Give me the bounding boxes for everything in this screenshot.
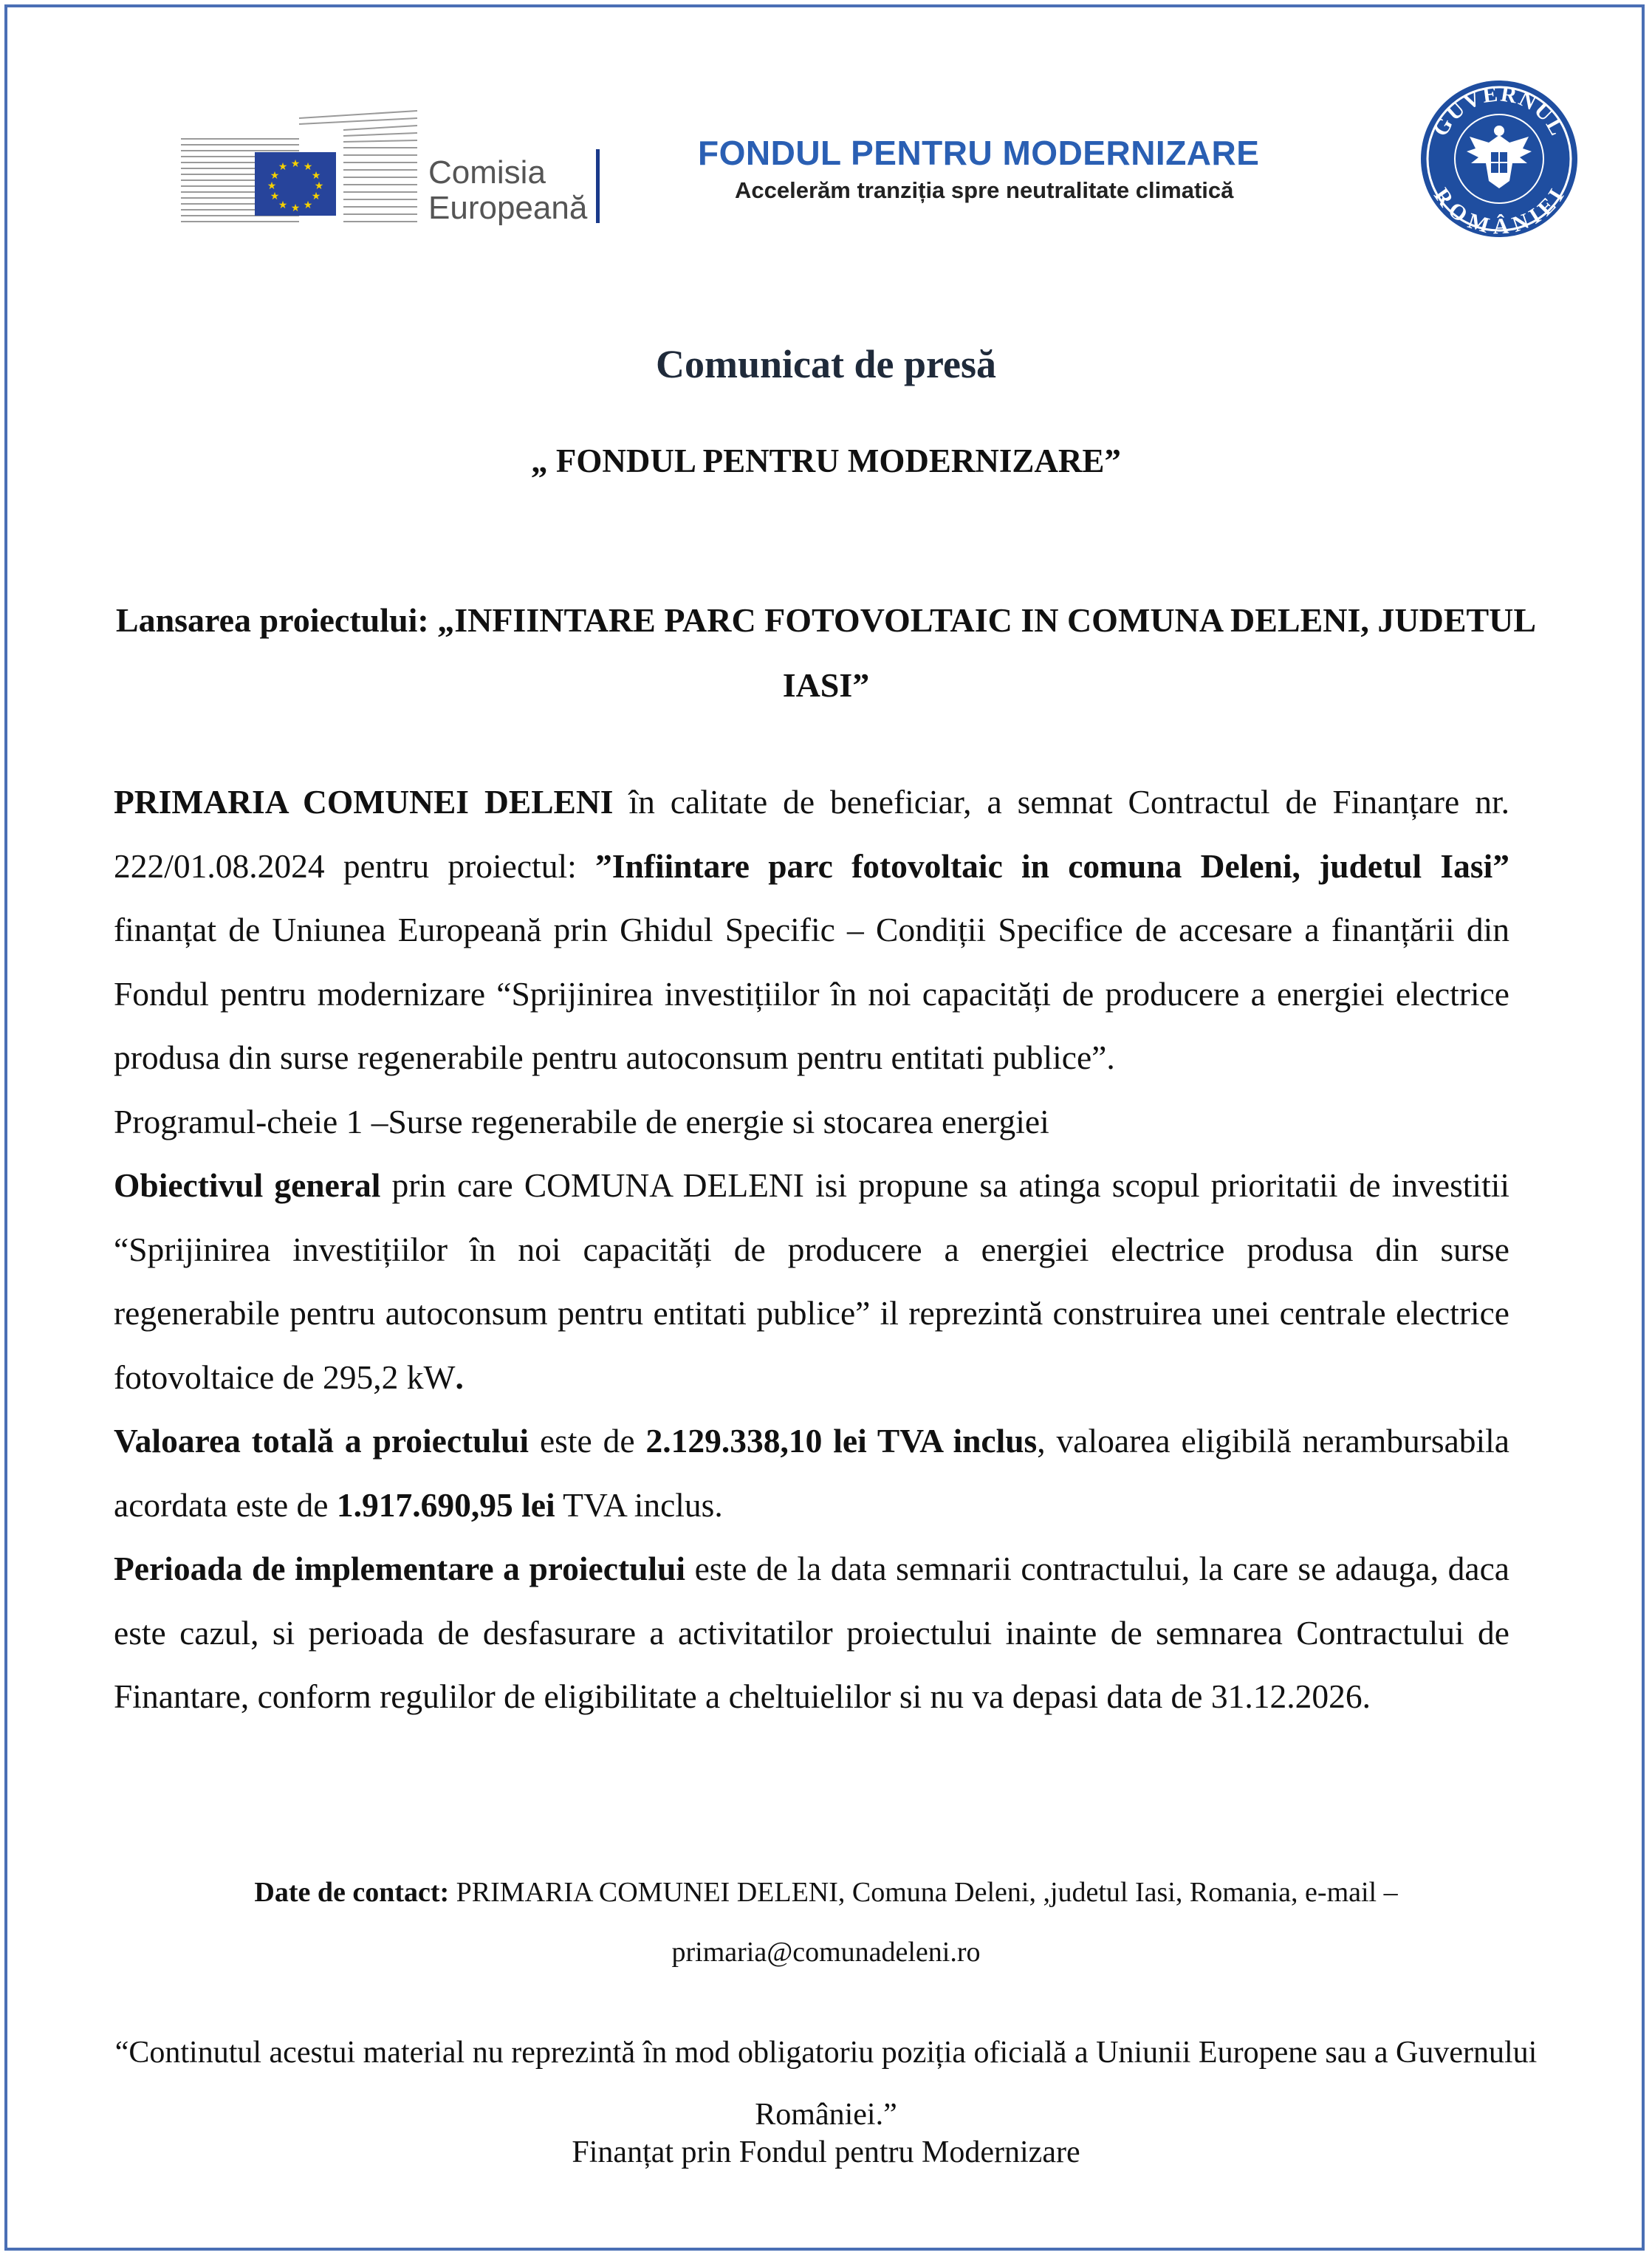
fpm-logo-subtitle: Accelerăm tranziția spre neutralitate climatică (735, 177, 1234, 203)
ec-logo-divider (596, 149, 600, 223)
fpm-logo-title: FONDUL PENTRU MODERNIZARE (698, 134, 1260, 172)
svg-text:GUVERNUL: GUVERNUL (1427, 81, 1571, 141)
government-seal-logo (1418, 78, 1580, 240)
svg-text:★: ★ (311, 170, 321, 182)
funded-by-note: Finanțat prin Fondul pentru Modernizare (572, 2135, 1080, 2169)
svg-text:★: ★ (270, 170, 280, 182)
svg-text:★: ★ (314, 180, 324, 192)
svg-text:★: ★ (278, 199, 288, 211)
paragraph-contract: PRIMARIA COMUNEI DELENI în calitate de beneficiar, a semnat Contractul de Finanțare nr. 222/01.08.2024 pentru proiectul: ”Infiintare parc fotovoltaic in comuna Deleni, judetul Iasi” finanțat de Uniunea Europeană prin Ghidul Specific – Condiții Specifice de accesare a finanțării din Fondul pentru modernizare “Sprijinirea investițiilor în noi capacități de producere a energiei electrice produsa din surse regenerabile pentru autoconsum pentru entitati publice”. (114, 783, 1509, 1076)
svg-text:★: ★ (303, 199, 313, 211)
paragraph-objective: Obiectivul general prin care COMUNA DELENI isi propune sa atinga scopul prioritatii de investitii “Sprijinirea investițiilor în noi capacități de producere a energiei electrice produsa din surse regenerabile pentru autoconsum pentru entitati publice” il reprezintă construirea unei centrale electrice fotovoltaice de 295,2 kW. (114, 1166, 1509, 1396)
eu-disclaimer: “Continutul acestui material nu reprezintă în mod obligatoriu poziția oficială a Uniunii Europene sau a Guvernului României.” (114, 2036, 1538, 2132)
european-commission-logo (181, 103, 609, 229)
svg-text:★: ★ (290, 202, 301, 214)
paragraph-implementation: Perioada de implementare a proiectului este de la data semnarii contractului, la care se adauga, daca este cazul, si perioada de desfasurare a activitatilor proiectului inainte de semnarea Contractului de Finantare, conform regulilor de eligibilitate a cheltuielilor si nu va depasi data de 31.12.2026. (114, 1550, 1509, 1715)
press-release-body (114, 770, 1509, 1729)
fpm-logo (698, 133, 1318, 204)
paragraph-key-program: Programul-cheie 1 –Surse regenerabile de energie si stocarea energiei (114, 1102, 1049, 1140)
svg-text:★: ★ (311, 191, 321, 202)
svg-text:ROMÂNIEI: ROMÂNIEI (1429, 183, 1570, 239)
romanian-coat-of-arms-icon (1418, 78, 1580, 240)
svg-text:★: ★ (278, 161, 288, 173)
program-title: „ FONDUL PENTRU MODERNIZARE” (531, 442, 1121, 479)
project-launch-title: Lansarea proiectului: „INFIINTARE PARC FOTOVOLTAIC IN COMUNA DELENI, JUDETUL IASI” (115, 601, 1537, 704)
svg-text:★: ★ (303, 161, 313, 173)
ec-logo-text: Comisia Europeană (428, 154, 588, 226)
svg-text:★: ★ (270, 191, 280, 202)
contact-details: Date de contact: PRIMARIA COMUNEI DELENI, Comuna Deleni, ,judetul Iasi, Romania, e-mail – primaria@comunadeleni.ro (254, 1877, 1398, 1968)
svg-text:★: ★ (267, 180, 277, 192)
paragraph-value: Valoarea totală a proiectului este de 2.129.338,10 lei TVA inclus, valoarea eligibilă nerambursabila acordata este de 1.917.690,95 lei TVA inclus. (114, 1422, 1509, 1524)
svg-text:★: ★ (290, 158, 301, 170)
page-title: Comunicat de presă (655, 342, 996, 386)
